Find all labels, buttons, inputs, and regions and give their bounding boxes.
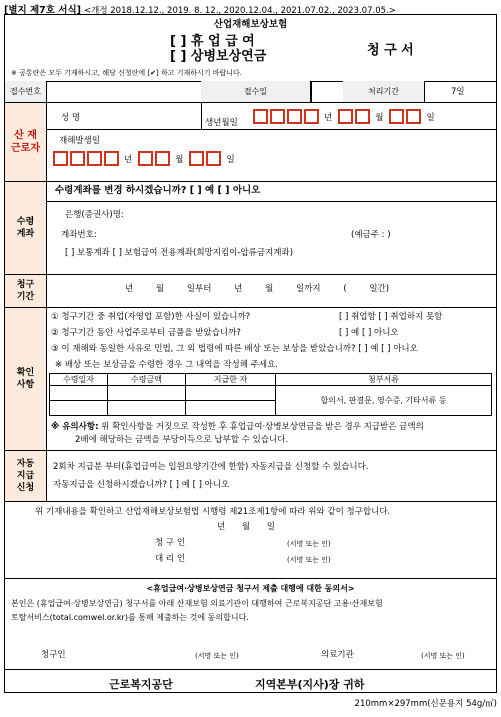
title-sick-leave-benefit: [ ] 휴 업 급 여 — [170, 34, 255, 49]
paper-size-note: 210mm×297mm(신문용지 54g/㎡) — [354, 699, 497, 709]
form-number: [별지 제7호 서식] — [4, 5, 81, 16]
claim-date[interactable]: 년 월 일 — [217, 522, 276, 532]
form-frame — [4, 14, 497, 693]
question-employer-payment-options[interactable]: [ ] 예 [ ] 아니오 — [339, 328, 399, 338]
processing-period-label: 처리기간 — [343, 81, 425, 102]
claim-title: 청 구 서 — [367, 43, 414, 58]
agent-sign[interactable]: (서명 또는 인) — [287, 556, 331, 564]
account-holder-label: (예금주 : ) — [351, 230, 391, 240]
question-employer-payment: ② 청구기간 동안 사업주로부터 금품을 받았습니까? — [51, 328, 241, 338]
title-injury-pension: [ ] 상병보상연금 — [170, 49, 267, 64]
consent-claimant-label: 청구인 — [41, 650, 66, 660]
account-number-label: 계좌번호: — [61, 230, 97, 240]
dob-field[interactable]: 년 월 일 — [253, 109, 441, 124]
caution-line1: ※ 유의사항: 위 확인사항을 거짓으로 작성한 후 휴업급여·상병보상연금을 받은 경우 지급받은 금액의 — [51, 422, 424, 432]
account-section-label: 수령 계좌 — [5, 182, 47, 274]
auto-payment-info: 2회차 지급분 부터(휴업급여는 입원요양기간에 한함) 자동지급을 신청할 수 있습니다. — [53, 462, 369, 472]
insurance-title: 산업재해보상보험 — [213, 19, 288, 30]
claimant-sign[interactable]: (서명 또는 인) — [287, 540, 331, 548]
caution-line2: 2배에 해당하는 금액을 부당이득으로 납부할 수 있습니다. — [75, 435, 289, 445]
question-employment-options[interactable]: [ ] 취업함 [ ] 취업하지 못함 — [339, 312, 443, 322]
question-employment: ① 청구기간 중 취업(자영업 포함)한 사실이 있습니까? — [51, 312, 251, 322]
claim-period-text[interactable]: 년 월 일부터 년 월 일까지 ( 일간) — [125, 284, 390, 294]
agent-label: 대 리 인 — [155, 554, 186, 564]
account-change-question[interactable]: 수령계좌를 변경 하시겠습니까? [ ] 예 [ ] 아니오 — [55, 185, 261, 196]
branch-addressee: 지역본부(지사)장 귀하 — [255, 678, 365, 691]
consent-text-line2: 토탈서비스(total.comwel.or.kr)를 통해 제출하는 것에 동의합니다. — [11, 613, 249, 622]
account-type-options[interactable]: [ ] 보통계좌 [ ] 보험급여 전용계좌(희망지킴이-압류금지계좌) — [65, 248, 294, 258]
attachment-types: 합의서, 판결문, 영수증, 기타서류 등 — [276, 386, 492, 416]
name-label: 성 명 — [61, 113, 81, 123]
medical-institution-sign[interactable]: (서명 또는 인) — [421, 652, 465, 660]
period-section-label: 청구 기간 — [5, 275, 47, 307]
check-section-label: 확인 사항 — [5, 308, 47, 450]
consent-text-line1: 본인은 (휴업급여·상병보상연금) 청구서를 아래 산재보험 의료기관이 대행하여 근로복지공단 고용·산재보험 — [11, 599, 383, 608]
revision-history: <개정 2018.12.12., 2019. 8. 12., 2020.12.04., 2021.07.02., 2023.07.05.> — [84, 6, 396, 16]
medical-institution-label: 의료기관 — [321, 650, 354, 660]
organization-name: 근로복지공단 — [109, 678, 173, 691]
accident-date-label: 재해발생일 — [59, 136, 101, 146]
instruction-note: ※ 공통란은 모두 기재하시고, 해당 신청란에 [✔] 하고 기재하시기 바랍니다. — [11, 69, 243, 77]
auto-payment-section-label: 자동 지급 신청 — [5, 451, 47, 501]
question-compensation[interactable]: ③ 이 재해와 동일한 사유로 민법, 그 외 법령에 따른 배상 또는 보상을 받았습니까? [ ] 예 [ ] 아니오 — [51, 344, 418, 354]
auto-payment-question[interactable]: 자동지급을 신청하시겠습니까? [ ] 예 [ ] 아니오 — [53, 480, 230, 490]
accident-date-field[interactable]: 년 월 일 — [53, 151, 241, 166]
claimant-label: 청 구 인 — [155, 538, 186, 548]
processing-period-value: 7일 — [451, 87, 465, 97]
compensation-note: ※ 배상 또는 보상금을 수령한 경우 그 내역을 작성해 주세요. — [55, 360, 278, 370]
consent-title: <휴업급여·상병보상연금 청구서 제출 대행에 대한 동의서> — [146, 584, 355, 593]
receipt-date-label: 접수일 — [201, 81, 311, 102]
claim-statement: 위 기재내용을 확인하고 산업재해보상보험법 시행령 제21조제1항에 따라 위와 같이 청구합니다. — [35, 507, 391, 517]
consent-claimant-sign[interactable]: (서명 또는 인) — [195, 652, 239, 660]
bank-name-label: 은행(증권사)명: — [65, 210, 124, 220]
dob-label: 생년월일 — [205, 118, 238, 128]
compensation-table: 수령일자 수령금액 지급한 자 첨부서류 합의서, 판결문, 영수증, 기타서류 등 — [49, 373, 492, 416]
worker-section-label: 산 재 근로자 — [5, 103, 47, 181]
receipt-number-label: 접수번호 — [5, 81, 47, 102]
